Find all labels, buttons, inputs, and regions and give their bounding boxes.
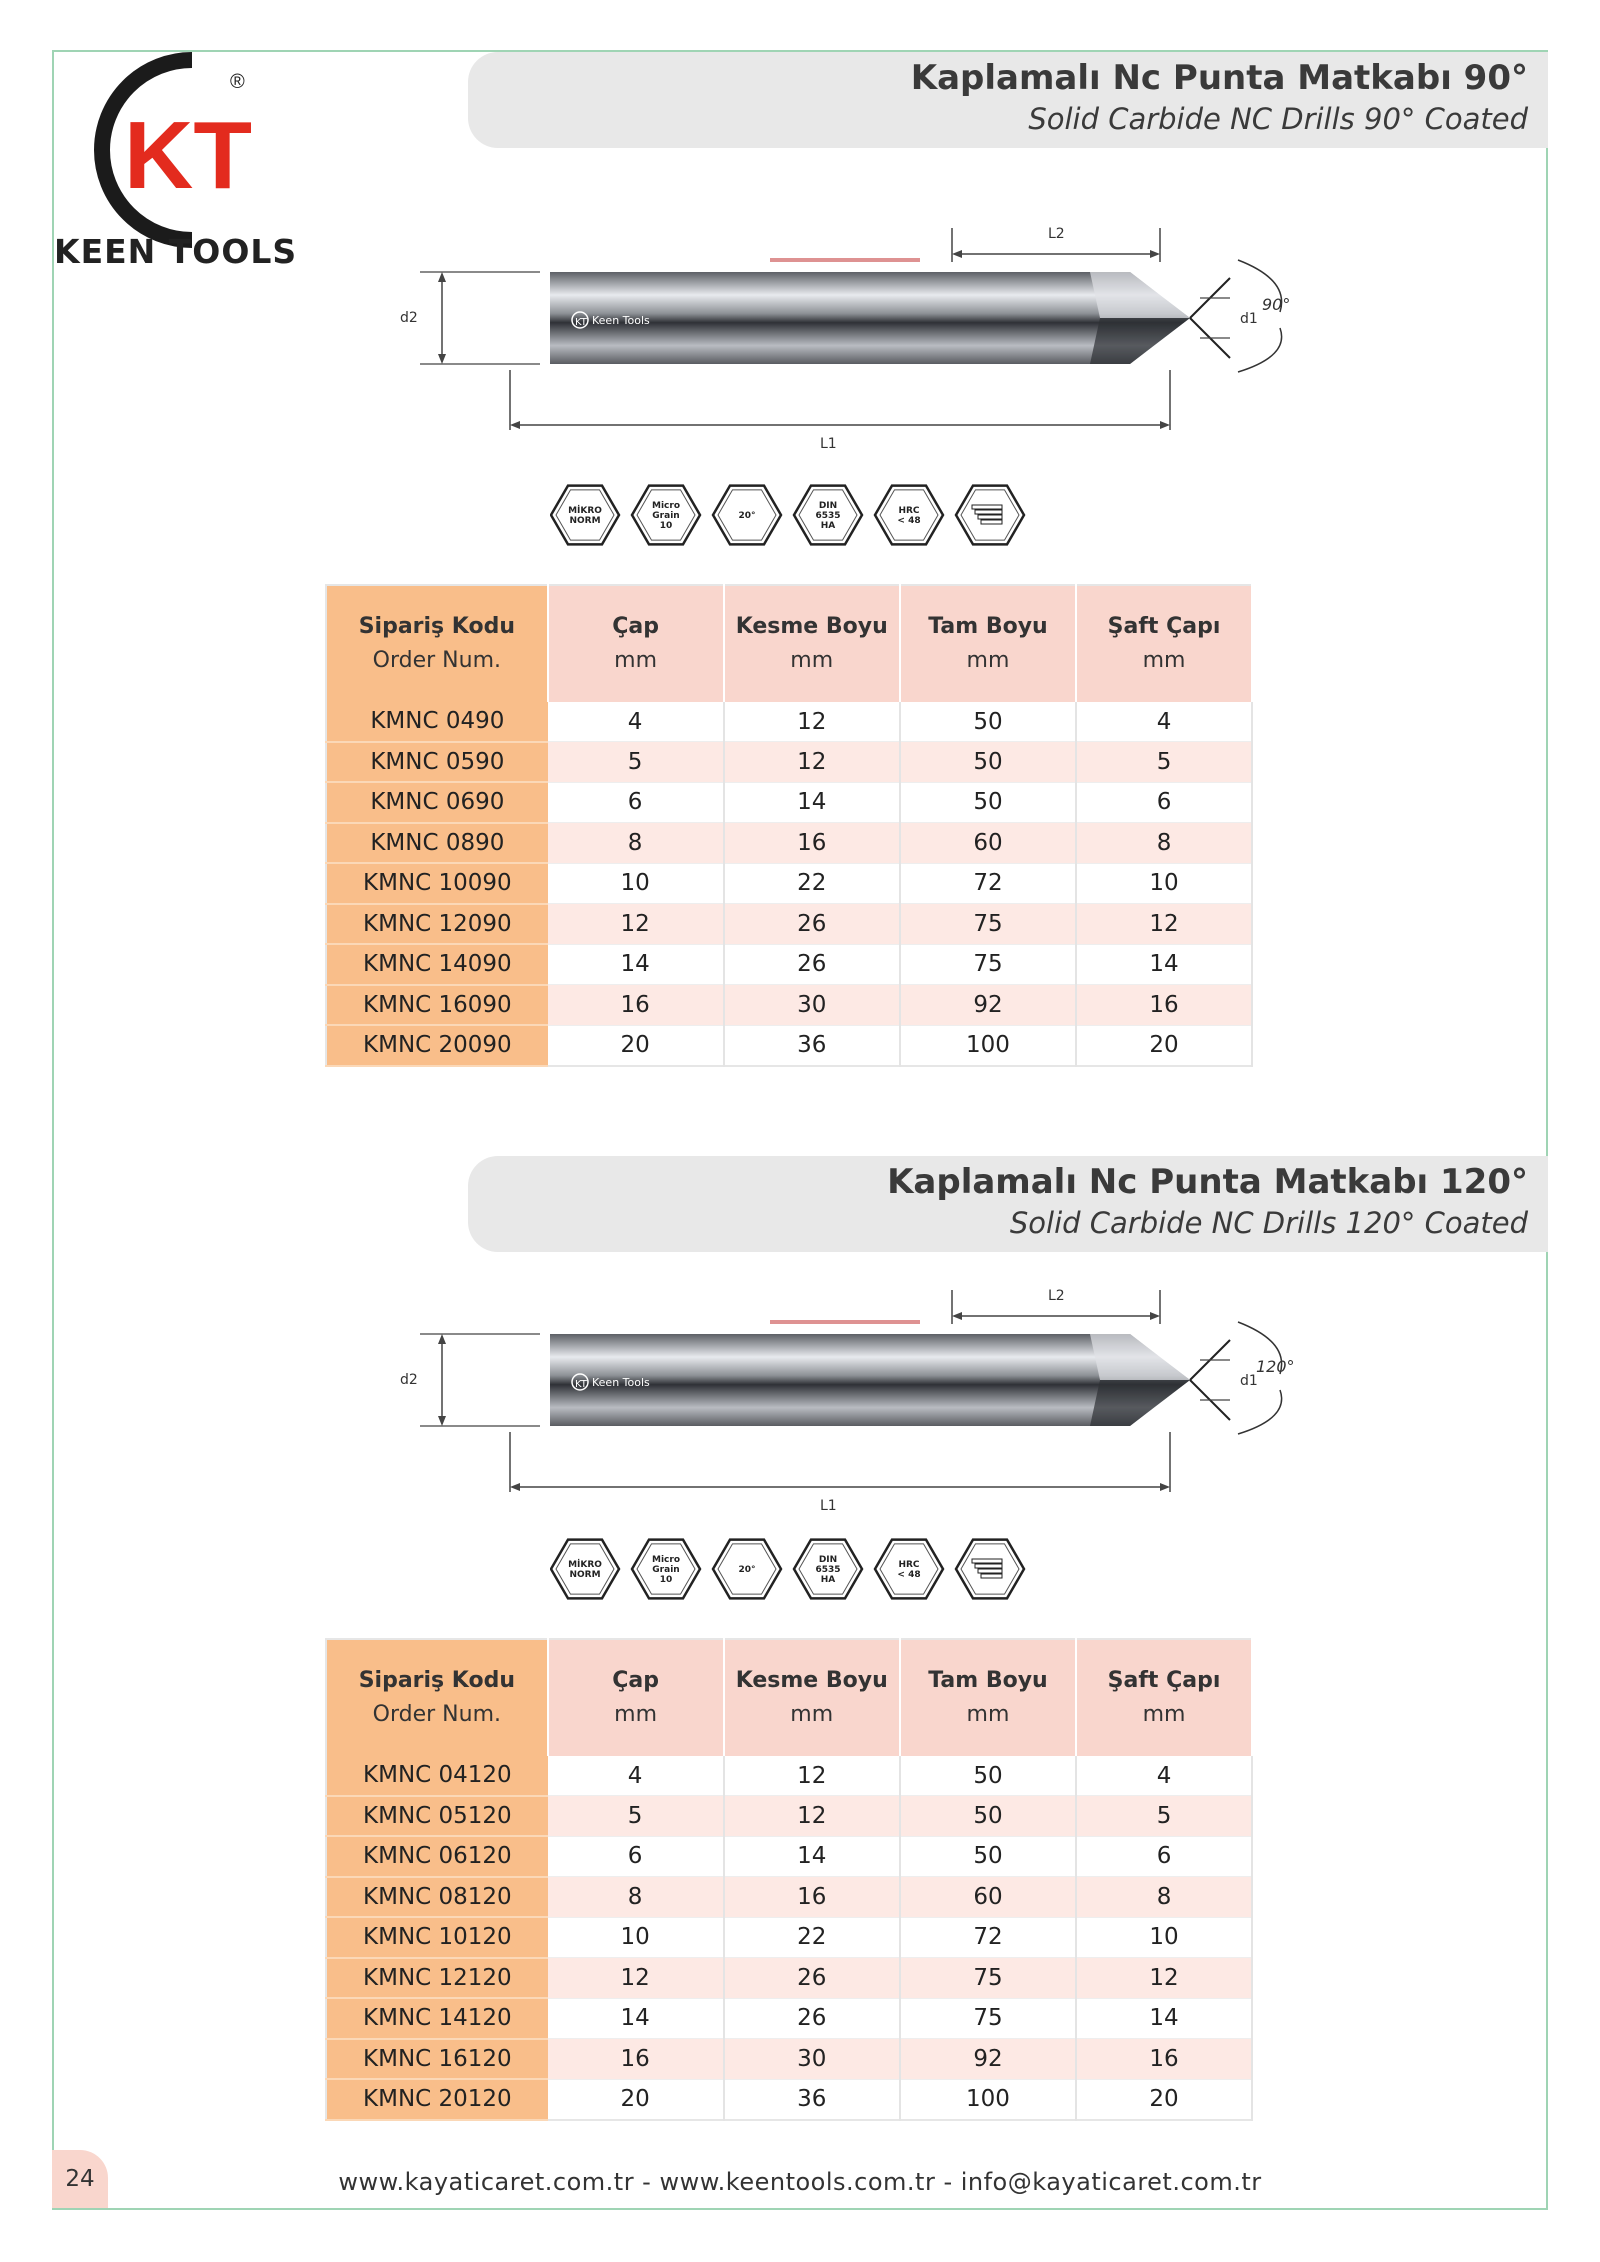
din-6535-icon	[794, 486, 862, 545]
value-cell: 6	[548, 1836, 724, 1877]
value-cell: 12	[724, 1796, 900, 1837]
badge-text: HRC	[898, 506, 920, 516]
value-cell: 10	[1076, 1917, 1252, 1958]
section-subtitle: Solid Carbide NC Drills 120° Coated	[1009, 1206, 1528, 1240]
dim-d1-label: d1	[1240, 311, 1258, 327]
value-cell: 20	[1076, 2079, 1252, 2120]
table-row	[326, 1756, 1252, 1796]
badge-text: Grain	[652, 511, 680, 521]
tool-print: Keen Tools	[592, 314, 650, 327]
value-cell: 8	[548, 1877, 724, 1918]
badge-text: 10	[659, 1575, 673, 1585]
table-row	[326, 2079, 1252, 2120]
value-cell: 12	[1076, 904, 1252, 945]
dim-d1-label: d1	[1240, 1373, 1258, 1389]
helix-20-icon	[713, 1540, 781, 1599]
page-number: 24	[52, 2150, 108, 2208]
order-code-cell: KMNC 0490	[326, 702, 548, 742]
value-cell: 14	[548, 944, 724, 985]
section-title: Kaplamalı Nc Punta Matkabı 90°	[910, 58, 1528, 98]
order-code-cell: KMNC 14120	[326, 1998, 548, 2039]
table-row	[326, 985, 1252, 1026]
order-code-cell: KMNC 0590	[326, 742, 548, 783]
badge-text: < 48	[897, 516, 921, 526]
header-cutting-length: Kesme Boyu mm	[724, 585, 900, 702]
spec-table	[325, 584, 1253, 1067]
value-cell: 20	[548, 1025, 724, 1066]
order-code-cell: KMNC 16120	[326, 2039, 548, 2080]
value-cell: 5	[1076, 742, 1252, 783]
value-cell: 26	[724, 1958, 900, 1999]
table-row	[326, 1917, 1252, 1958]
value-cell: 10	[548, 863, 724, 904]
badge-text: DIN	[818, 501, 838, 511]
value-cell: 72	[900, 1917, 1076, 1958]
svg-text:KT: KT	[575, 1379, 587, 1390]
table-row	[326, 1958, 1252, 1999]
value-cell: 20	[548, 2079, 724, 2120]
value-cell: 12	[724, 742, 900, 783]
value-cell: 16	[548, 2039, 724, 2080]
dim-l1-label: L1	[820, 1498, 837, 1514]
table-row	[326, 2039, 1252, 2080]
order-code-cell: KMNC 0690	[326, 782, 548, 823]
value-cell: 36	[724, 1025, 900, 1066]
value-cell: 5	[548, 742, 724, 783]
order-code-cell: KMNC 20120	[326, 2079, 548, 2120]
table-row	[326, 823, 1252, 864]
dim-l2-label: L2	[1048, 226, 1065, 242]
value-cell: 72	[900, 863, 1076, 904]
header-total-length: Tam Boyu mm	[900, 1639, 1076, 1756]
value-cell: 75	[900, 904, 1076, 945]
value-cell: 12	[724, 702, 900, 742]
order-code-cell: KMNC 0890	[326, 823, 548, 864]
value-cell: 4	[1076, 702, 1252, 742]
section-title: Kaplamalı Nc Punta Matkabı 120°	[887, 1162, 1528, 1202]
value-cell: 16	[724, 823, 900, 864]
brand-name: KEEN TOOLS	[54, 232, 298, 271]
order-code-cell: KMNC 08120	[326, 1877, 548, 1918]
dim-d2-label: d2	[400, 1372, 418, 1388]
value-cell: 12	[724, 1756, 900, 1796]
order-code-cell: KMNC 10090	[326, 863, 548, 904]
value-cell: 16	[1076, 985, 1252, 1026]
table-row	[326, 944, 1252, 985]
value-cell: 26	[724, 904, 900, 945]
order-code-cell: KMNC 20090	[326, 1025, 548, 1066]
material-steps-icon	[956, 1540, 1024, 1599]
order-code-cell: KMNC 16090	[326, 985, 548, 1026]
order-code-cell: KMNC 04120	[326, 1756, 548, 1796]
value-cell: 14	[1076, 944, 1252, 985]
value-cell: 14	[724, 782, 900, 823]
value-cell: 8	[1076, 823, 1252, 864]
badge-text: MİKRO	[568, 1560, 602, 1570]
badge-text: Grain	[652, 1565, 680, 1575]
value-cell: 14	[548, 1998, 724, 2039]
angle-label: 120°	[1256, 1357, 1295, 1376]
feature-badges	[550, 480, 1030, 550]
value-cell: 100	[900, 1025, 1076, 1066]
table-row	[326, 904, 1252, 945]
value-cell: 60	[900, 1877, 1076, 1918]
value-cell: 12	[548, 1958, 724, 1999]
value-cell: 4	[1076, 1756, 1252, 1796]
order-code-cell: KMNC 05120	[326, 1796, 548, 1837]
value-cell: 36	[724, 2079, 900, 2120]
badge-text: 10	[659, 521, 673, 531]
value-cell: 100	[900, 2079, 1076, 2120]
helix-20-icon	[713, 486, 781, 545]
feature-badges	[550, 1534, 1030, 1604]
value-cell: 30	[724, 2039, 900, 2080]
value-cell: 50	[900, 782, 1076, 823]
header-cutting-length: Kesme Boyu mm	[724, 1639, 900, 1756]
value-cell: 6	[548, 782, 724, 823]
angle-label: 90°	[1262, 295, 1291, 314]
table-row	[326, 863, 1252, 904]
value-cell: 30	[724, 985, 900, 1026]
badge-text: 6535	[815, 511, 841, 521]
value-cell: 4	[548, 1756, 724, 1796]
value-cell: 92	[900, 2039, 1076, 2080]
value-cell: 50	[900, 742, 1076, 783]
value-cell: 75	[900, 944, 1076, 985]
value-cell: 5	[1076, 1796, 1252, 1837]
table-row	[326, 1877, 1252, 1918]
badge-text: 6535	[815, 1565, 841, 1575]
badge-text: HRC	[898, 1560, 920, 1570]
value-cell: 8	[548, 823, 724, 864]
svg-text:KT: KT	[575, 317, 587, 328]
dim-l2-label: L2	[1048, 1288, 1065, 1304]
badge-text: 20°	[738, 1565, 756, 1575]
logo-letters: KT	[124, 102, 252, 209]
value-cell: 50	[900, 1756, 1076, 1796]
order-code-cell: KMNC 14090	[326, 944, 548, 985]
table-row	[326, 702, 1252, 742]
table-row	[326, 1998, 1252, 2039]
value-cell: 75	[900, 1958, 1076, 1999]
table-row	[326, 1836, 1252, 1877]
din-6535-icon	[794, 1540, 862, 1599]
value-cell: 12	[548, 904, 724, 945]
hrc-icon	[875, 1540, 943, 1599]
mikro-norm-icon	[551, 1540, 619, 1599]
order-code-cell: KMNC 12120	[326, 1958, 548, 1999]
footer-contact: www.kayaticaret.com.tr - www.keentools.com.tr - info@kayaticaret.com.tr	[338, 2168, 1262, 2196]
micro-grain-icon	[632, 1540, 700, 1599]
value-cell: 6	[1076, 1836, 1252, 1877]
badge-text: HA	[820, 521, 836, 531]
value-cell: 4	[548, 702, 724, 742]
header-order: Sipariş Kodu Order Num.	[326, 585, 548, 702]
section-subtitle: Solid Carbide NC Drills 90° Coated	[1028, 102, 1528, 136]
value-cell: 22	[724, 863, 900, 904]
material-steps-icon	[956, 486, 1024, 545]
badge-text: Micro	[652, 1555, 680, 1565]
value-cell: 16	[1076, 2039, 1252, 2080]
badge-text: NORM	[569, 1570, 601, 1580]
table-row	[326, 1796, 1252, 1837]
value-cell: 10	[1076, 863, 1252, 904]
badge-text: MİKRO	[568, 506, 602, 516]
header-shank-diameter: Şaft Çapı mm	[1076, 585, 1252, 702]
badge-text: HA	[820, 1575, 836, 1585]
value-cell: 75	[900, 1998, 1076, 2039]
table-row	[326, 782, 1252, 823]
value-cell: 5	[548, 1796, 724, 1837]
value-cell: 50	[900, 1836, 1076, 1877]
value-cell: 12	[1076, 1958, 1252, 1999]
value-cell: 92	[900, 985, 1076, 1026]
header-diameter: Çap mm	[548, 585, 724, 702]
registered-mark: ®	[230, 71, 245, 93]
value-cell: 16	[548, 985, 724, 1026]
badge-text: DIN	[818, 1555, 838, 1565]
value-cell: 16	[724, 1877, 900, 1918]
value-cell: 50	[900, 702, 1076, 742]
value-cell: 6	[1076, 782, 1252, 823]
badge-text: NORM	[569, 516, 601, 526]
value-cell: 8	[1076, 1877, 1252, 1918]
order-code-cell: KMNC 06120	[326, 1836, 548, 1877]
header-total-length: Tam Boyu mm	[900, 585, 1076, 702]
value-cell: 22	[724, 1917, 900, 1958]
spec-table	[325, 1638, 1253, 2121]
badge-text: < 48	[897, 1570, 921, 1580]
drill-drawing	[400, 220, 1320, 480]
value-cell: 10	[548, 1917, 724, 1958]
badge-text: 20°	[738, 511, 756, 521]
value-cell: 26	[724, 944, 900, 985]
svg-text:Keen Tools: Keen Tools	[592, 1376, 650, 1389]
table-row	[326, 1025, 1252, 1066]
badge-text: Micro	[652, 501, 680, 511]
value-cell: 20	[1076, 1025, 1252, 1066]
value-cell: 60	[900, 823, 1076, 864]
mikro-norm-icon	[551, 486, 619, 545]
order-code-cell: KMNC 10120	[326, 1917, 548, 1958]
table-row	[326, 742, 1252, 783]
header-order: Sipariş Kodu Order Num.	[326, 1639, 548, 1756]
value-cell: 26	[724, 1998, 900, 2039]
hrc-icon	[875, 486, 943, 545]
dim-l1-label: L1	[820, 436, 837, 452]
micro-grain-icon	[632, 486, 700, 545]
drill-drawing	[400, 1282, 1320, 1542]
header-shank-diameter: Şaft Çapı mm	[1076, 1639, 1252, 1756]
header-diameter: Çap mm	[548, 1639, 724, 1756]
value-cell: 14	[724, 1836, 900, 1877]
value-cell: 50	[900, 1796, 1076, 1837]
order-code-cell: KMNC 12090	[326, 904, 548, 945]
value-cell: 14	[1076, 1998, 1252, 2039]
dim-d2-label: d2	[400, 310, 418, 326]
